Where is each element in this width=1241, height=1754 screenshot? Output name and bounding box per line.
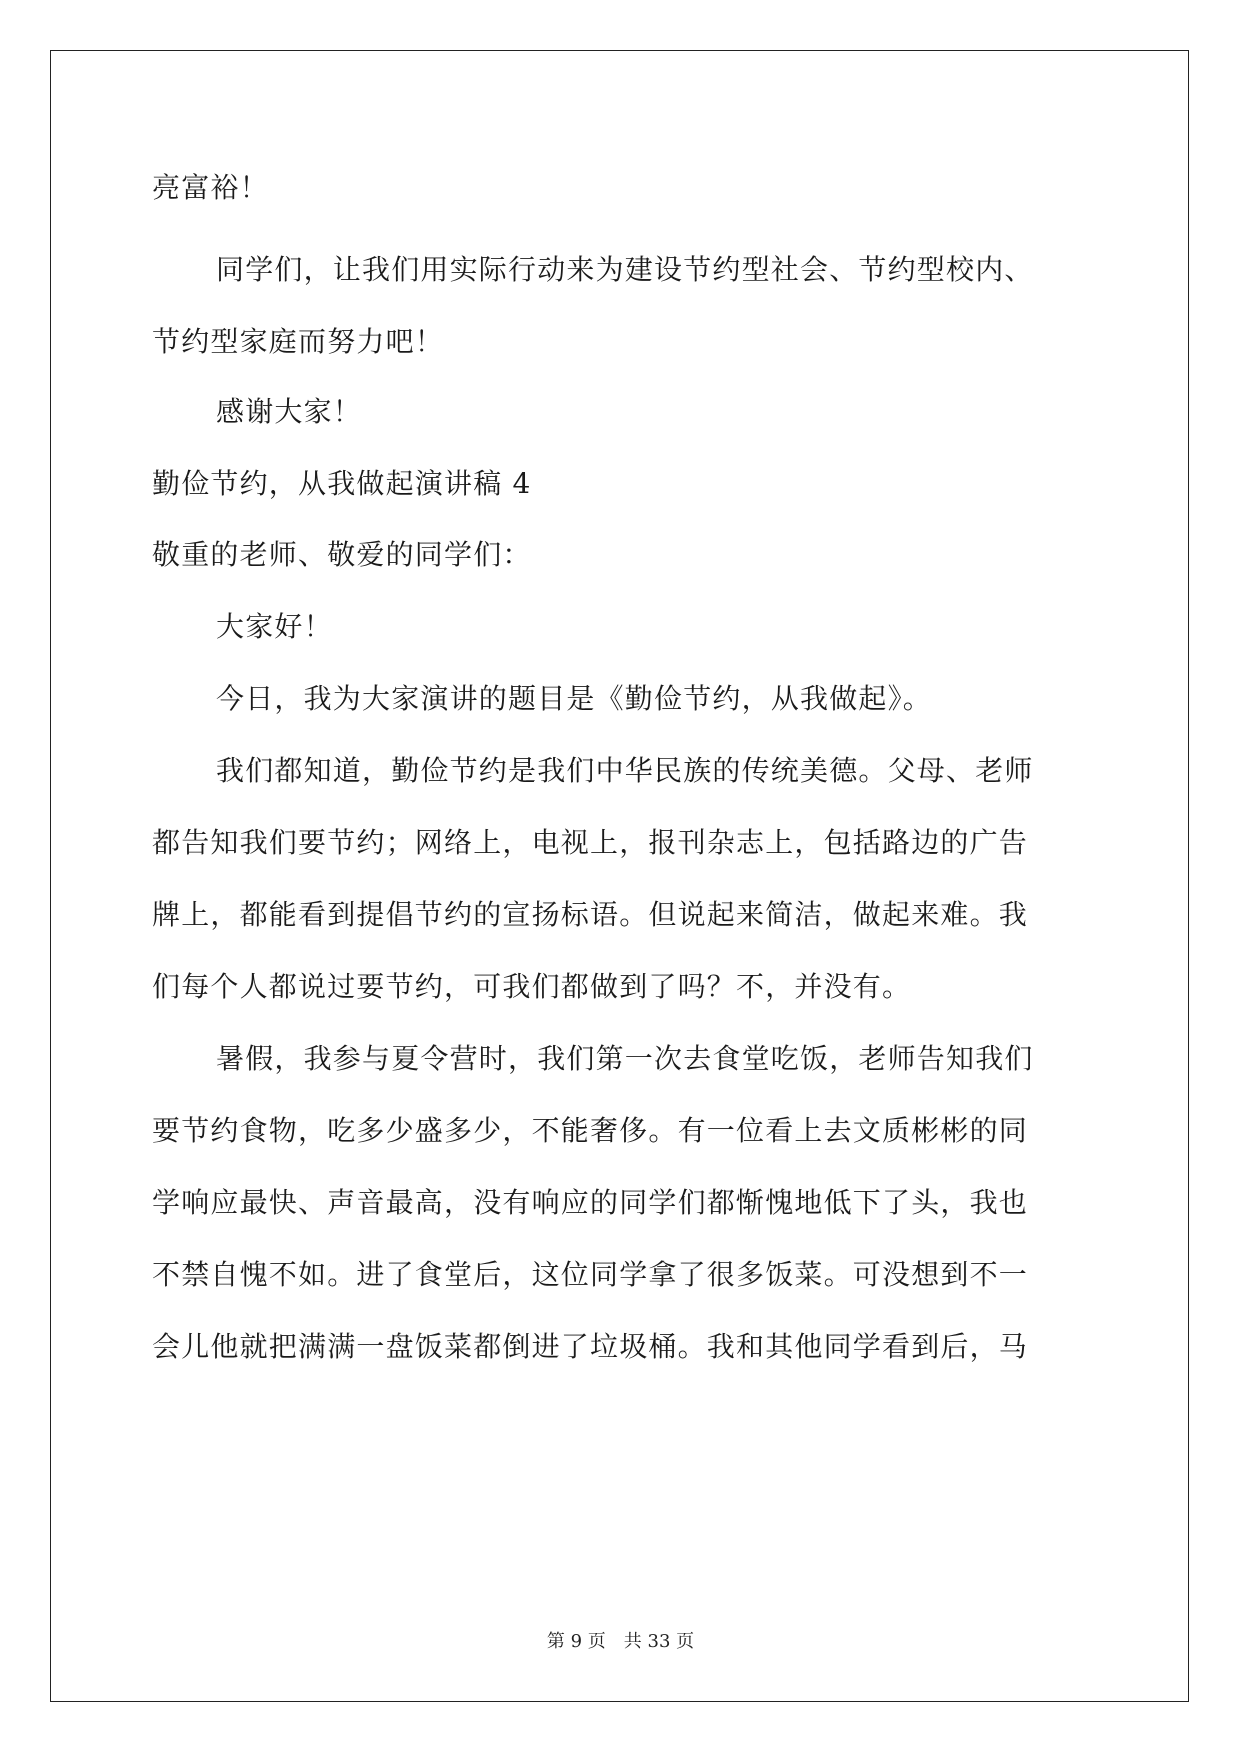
text-line: 同学们，让我们用实际行动来为建设节约型社会、节约型校内、 — [216, 253, 1034, 286]
page-number-footer: 第 9 页 共 33 页 — [546, 1631, 695, 1652]
text-line: 大家好！ — [216, 610, 333, 643]
text-line: 要节约食物，吃多少盛多少，不能奢侈。有一位看上去文质彬彬的同 — [152, 1114, 1029, 1147]
text-line: 我们都知道，勤俭节约是我们中华民族的传统美德。父母、老师 — [216, 754, 1034, 787]
text-line: 学响应最快、声音最高，没有响应的同学们都惭愧地低下了头，我也 — [152, 1186, 1029, 1219]
text-line: 暑假，我参与夏令营时，我们第一次去食堂吃饭，老师告知我们 — [216, 1042, 1034, 1075]
text-line: 们每个人都说过要节约，可我们都做到了吗？不，并没有。 — [152, 970, 912, 1003]
text-line: 牌上，都能看到提倡节约的宣扬标语。但说起来简洁，做起来难。我 — [152, 898, 1029, 931]
text-line: 亮富裕！ — [152, 171, 269, 204]
text-line: 节约型家庭而努力吧！ — [152, 325, 445, 358]
text-line: 今日，我为大家演讲的题目是《勤俭节约，从我做起》。 — [216, 682, 933, 715]
text-line: 会儿他就把满满一盘饭菜都倒进了垃圾桶。我和其他同学看到后，马 — [152, 1330, 1029, 1363]
page-frame — [50, 50, 1189, 1702]
text-line: 都告知我们要节约；网络上，电视上，报刊杂志上，包括路边的广告 — [152, 826, 1029, 859]
text-line: 感谢大家！ — [216, 395, 363, 428]
text-line: 不禁自愧不如。进了食堂后，这位同学拿了很多饭菜。可没想到不一 — [152, 1258, 1029, 1291]
salutation: 敬重的老师、敬爱的同学们： — [152, 538, 532, 571]
section-heading: 勤俭节约，从我做起演讲稿 4 — [152, 467, 532, 500]
